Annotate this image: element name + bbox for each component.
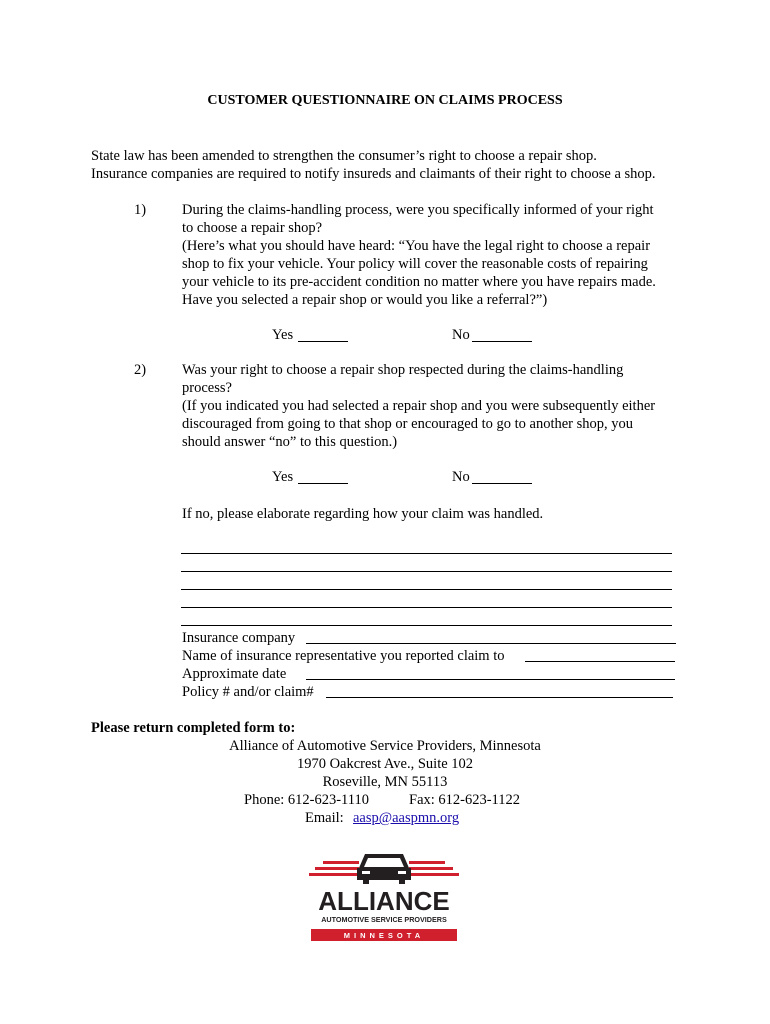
question-1-line: (Here’s what you should have heard: “You have the legal right to choose a repair — [182, 238, 651, 254]
question-2-line: process? — [182, 380, 232, 396]
alliance-logo-graphic — [305, 850, 463, 946]
return-heading: Please return completed form to: — [91, 720, 296, 736]
representative-field[interactable] — [525, 661, 675, 662]
question-1-line: During the claims-handling process, were you specifically informed of your right — [182, 202, 654, 218]
logo-name-text: ALLIANCE — [318, 886, 450, 916]
logo-stripe — [409, 867, 453, 870]
q1-yes-blank[interactable] — [298, 341, 348, 342]
q1-yes-label: Yes — [272, 327, 294, 343]
logo-stripe — [315, 867, 359, 870]
intro-line-2: Insurance companies are required to notify insureds and claimants of their right to choose a shop. — [91, 166, 656, 182]
page-title: CUSTOMER QUESTIONNAIRE ON CLAIMS PROCESS — [207, 93, 563, 108]
q1-no-blank[interactable] — [472, 341, 532, 342]
q2-no-label: No — [452, 469, 470, 485]
elaborate-line[interactable] — [181, 607, 672, 608]
return-email-link[interactable]: aasp@aaspmn.org — [353, 810, 460, 826]
return-email-label: Email: — [305, 810, 344, 826]
logo-stripe — [309, 873, 359, 876]
question-2-line: Was your right to choose a repair shop respected during the claims-handling — [182, 362, 624, 378]
return-org: Alliance of Automotive Service Providers, Minnesota — [229, 738, 541, 754]
policy-label: Policy # and/or claim# — [182, 684, 314, 700]
approx-date-label: Approximate date — [182, 666, 287, 682]
logo-state-text: MINNESOTA — [343, 931, 425, 940]
intro-line-1: State law has been amended to strengthen the consumer’s right to choose a repair shop. — [91, 148, 597, 164]
question-1-number: 1) — [134, 202, 147, 218]
return-city: Roseville, MN 55113 — [322, 774, 448, 790]
elaborate-line[interactable] — [181, 589, 672, 590]
approx-date-field[interactable] — [306, 679, 675, 680]
question-1-line: Have you selected a repair shop or would you like a referral?”) — [182, 292, 548, 308]
q2-yes-label: Yes — [272, 469, 294, 485]
question-2-line: should answer “no” to this question.) — [182, 434, 398, 450]
q2-no-blank[interactable] — [472, 483, 532, 484]
question-1-line: your vehicle to its pre-accident condition no matter where you have repairs made. — [182, 274, 656, 290]
car-icon — [357, 854, 411, 884]
question-2-number: 2) — [134, 362, 147, 378]
question-1-line: to choose a repair shop? — [182, 220, 323, 236]
policy-field[interactable] — [326, 697, 673, 698]
question-1-line: shop to fix your vehicle. Your policy will cover the reasonable costs of repairing — [182, 256, 648, 272]
q2-yes-blank[interactable] — [298, 483, 348, 484]
logo-stripe — [409, 873, 459, 876]
q1-no-label: No — [452, 327, 470, 343]
elaborate-line[interactable] — [181, 625, 672, 626]
return-fax: Fax: 612-623-1122 — [409, 792, 521, 808]
question-2-line: discouraged from going to that shop or encouraged to go to another shop, you — [182, 416, 634, 432]
logo-sub-text: AUTOMOTIVE SERVICE PROVIDERS — [321, 915, 447, 924]
alliance-logo — [305, 850, 463, 946]
elaborate-line[interactable] — [181, 553, 672, 554]
elaborate-line[interactable] — [181, 571, 672, 572]
logo-stripe — [409, 861, 445, 864]
logo-stripe — [323, 861, 359, 864]
elaborate-prompt: If no, please elaborate regarding how your claim was handled. — [182, 506, 544, 522]
insurance-company-field[interactable] — [306, 643, 676, 644]
return-street: 1970 Oakcrest Ave., Suite 102 — [296, 756, 474, 772]
insurance-company-label: Insurance company — [182, 630, 296, 646]
question-2-line: (If you indicated you had selected a repair shop and you were subsequently either — [182, 398, 656, 414]
representative-label: Name of insurance representative you reported claim to — [182, 648, 505, 664]
return-phone: Phone: 612-623-1110 — [244, 792, 369, 808]
